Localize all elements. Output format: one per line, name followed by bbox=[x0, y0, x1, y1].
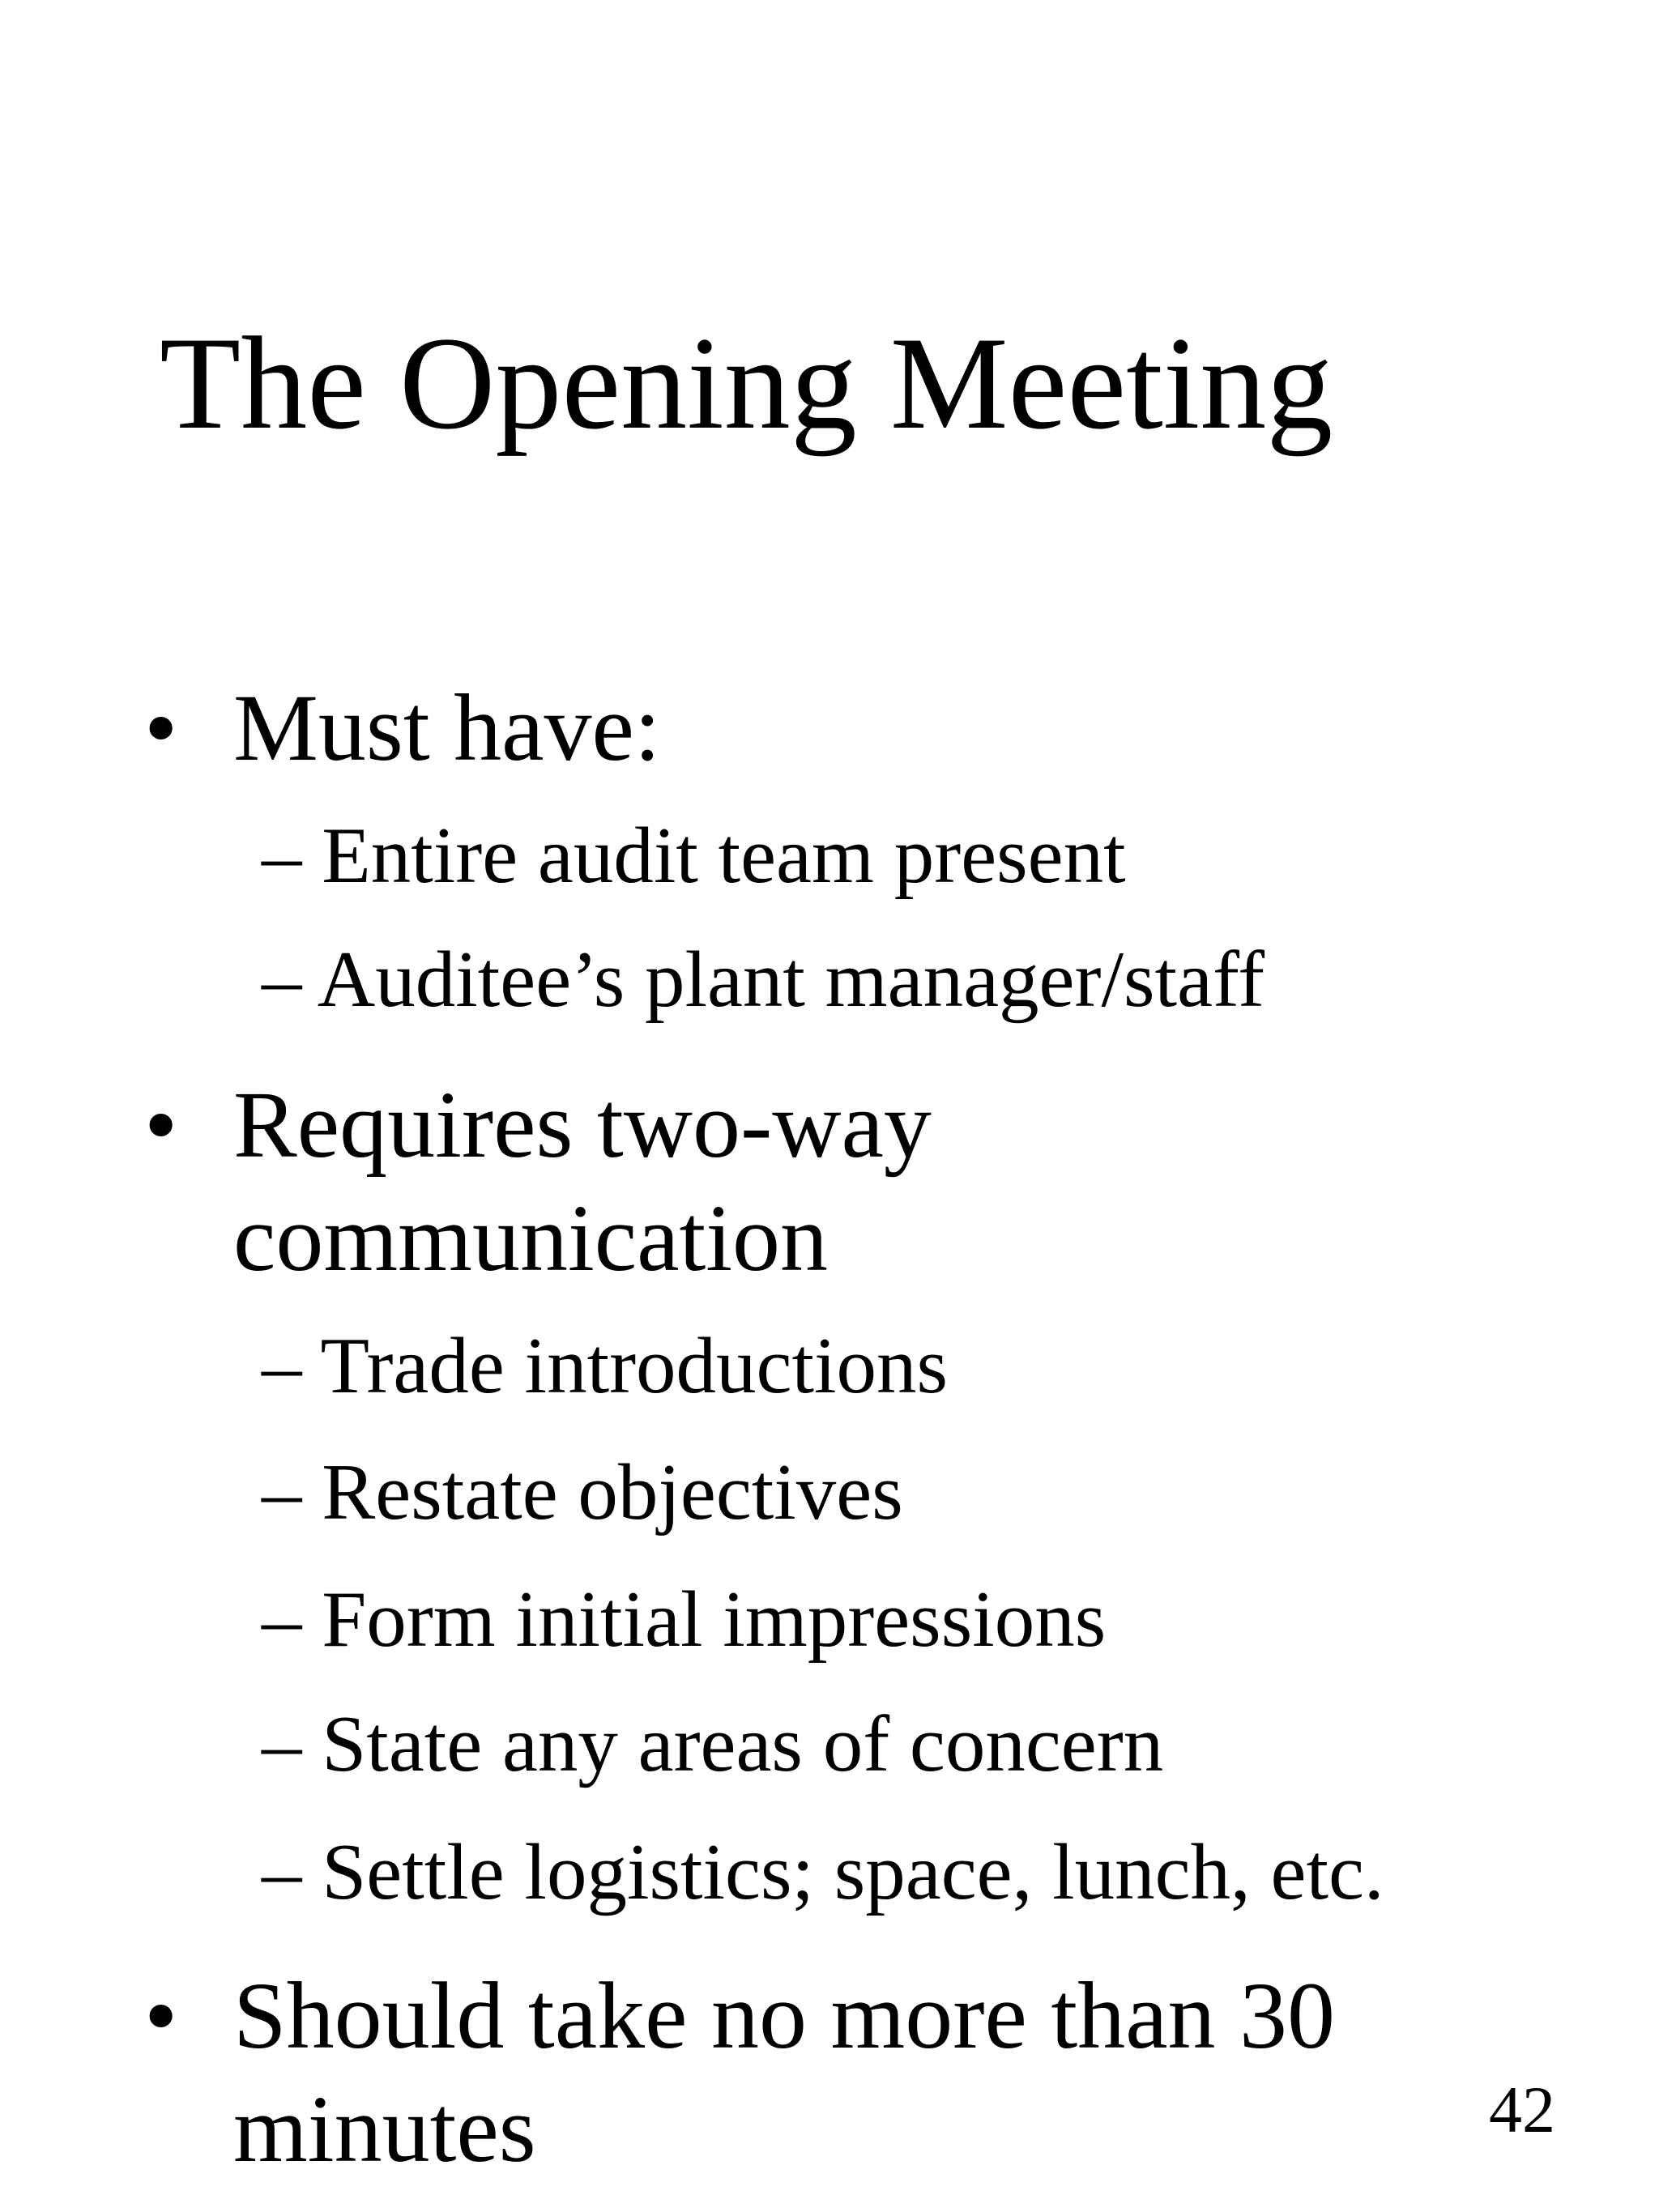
dash-icon: – bbox=[262, 812, 302, 900]
sub-item bbox=[262, 812, 1126, 900]
sub-item bbox=[262, 1575, 1107, 1664]
sub-item-text: Trade introductions bbox=[320, 1322, 949, 1410]
sub-item-text: Form initial impressions bbox=[322, 1575, 1107, 1664]
page-number: 42 bbox=[1489, 2073, 1555, 2146]
sub-item-text: Auditee’s plant manager/staff bbox=[317, 936, 1265, 1024]
sub-item bbox=[262, 1322, 949, 1410]
dash-icon: – bbox=[262, 1448, 302, 1536]
sub-item-text: Entire audit team present bbox=[322, 812, 1126, 900]
bullet-text-line-1: Requires two-way bbox=[233, 1072, 932, 1178]
bullet-text-line-1: Should take no more than 30 bbox=[233, 1963, 1336, 2069]
dash-icon: – bbox=[262, 936, 302, 1024]
sub-item bbox=[262, 1700, 1164, 1788]
sub-item-text: Restate objectives bbox=[322, 1448, 903, 1536]
bullet-icon: • bbox=[144, 1072, 178, 1178]
sub-item bbox=[262, 1828, 1384, 1916]
bullet-text-line-2: communication bbox=[233, 1185, 829, 1291]
sub-item bbox=[262, 1448, 903, 1536]
bullet-icon: • bbox=[144, 675, 178, 781]
sub-item-text: Settle logistics; space, lunch, etc. bbox=[322, 1828, 1384, 1916]
dash-icon: – bbox=[262, 1700, 302, 1788]
bullet-text-line-2: minutes bbox=[233, 2076, 536, 2182]
dash-icon: – bbox=[262, 1322, 302, 1410]
sub-item bbox=[262, 936, 1265, 1024]
bullet-icon: • bbox=[144, 1963, 178, 2069]
slide-title: The Opening Meeting bbox=[160, 310, 1333, 457]
dash-icon: – bbox=[262, 1575, 302, 1664]
dash-icon: – bbox=[262, 1828, 302, 1916]
sub-item-text: State any areas of concern bbox=[322, 1700, 1164, 1788]
bullet-text: Must have: bbox=[233, 675, 661, 781]
